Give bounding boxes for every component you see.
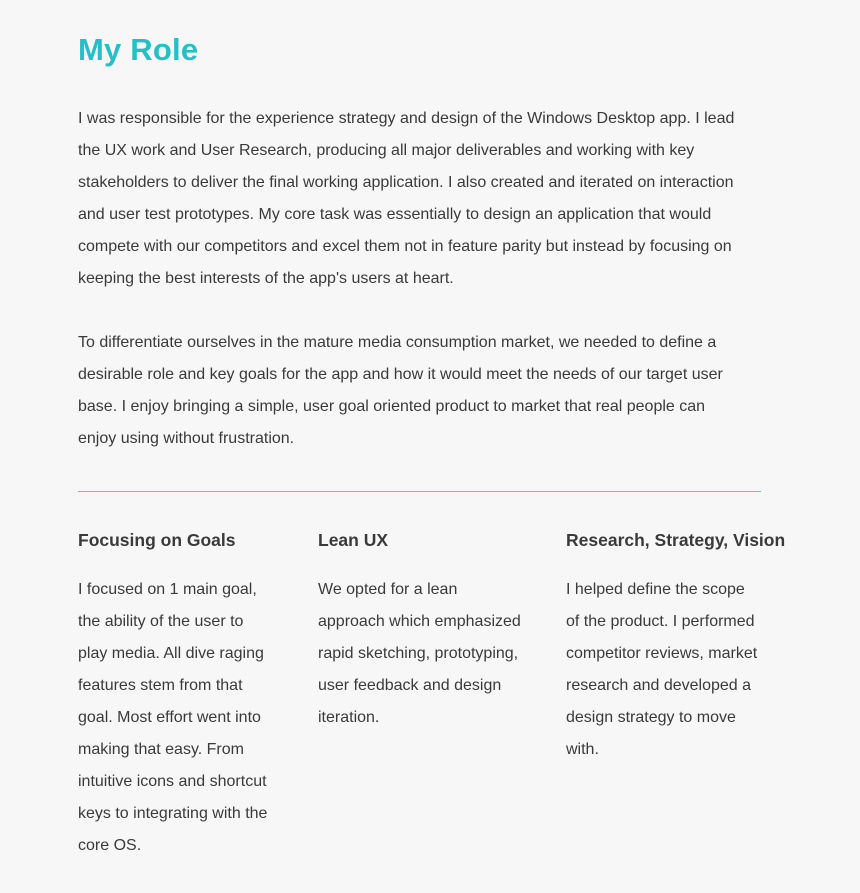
column-text <box>318 574 521 734</box>
text-line: core OS. <box>78 837 142 854</box>
intro-paragraph <box>78 103 734 295</box>
column-heading: Lean UX <box>318 530 389 550</box>
column-focusing-on-goals <box>78 527 267 862</box>
text-line: the ability of the user to <box>78 613 244 630</box>
text-line: with. <box>566 741 599 758</box>
column-research-strategy-vision <box>566 527 785 766</box>
page-title: My Role <box>78 32 199 67</box>
text-line: keys to integrating with the <box>78 805 268 822</box>
text-line: design strategy to move <box>566 709 736 726</box>
text-line: goal. Most effort went into <box>78 709 261 726</box>
divider <box>78 491 761 492</box>
text-line: of the product. I performed <box>566 613 755 630</box>
text-line: To differentiate ourselves in the mature media consumption market, we needed to define a <box>78 334 717 351</box>
text-line: We opted for a lean <box>318 581 458 598</box>
text-line: keeping the best interests of the app's users at heart. <box>78 270 454 287</box>
text-line: research and developed a <box>566 677 752 694</box>
text-line: base. I enjoy bringing a simple, user goal oriented product to market that real people can <box>78 398 706 415</box>
text-line: desirable role and key goals for the app and how it would meet the needs of our target user <box>78 366 723 383</box>
column-heading: Focusing on Goals <box>78 530 236 550</box>
text-line: and user test prototypes. My core task was essentially to design an application that would <box>78 206 712 223</box>
column-heading: Research, Strategy, Vision <box>566 530 786 550</box>
text-line: I was responsible for the experience strategy and design of the Windows Desktop app. I lead <box>78 110 735 127</box>
text-line: rapid sketching, prototyping, <box>318 645 519 662</box>
text-line: compete with our competitors and excel them not in feature parity but instead by focusing on <box>78 238 732 255</box>
text-line: user feedback and design <box>318 677 502 694</box>
market-paragraph <box>78 327 723 455</box>
text-line: approach which emphasized <box>318 613 521 630</box>
text-line: iteration. <box>318 709 380 726</box>
column-lean-ux <box>318 527 521 734</box>
text-line: intuitive icons and shortcut <box>78 773 267 790</box>
text-line: I helped define the scope <box>566 581 745 598</box>
text-line: the UX work and User Research, producing all major deliverables and working with key <box>78 142 695 159</box>
text-line: competitor reviews, market <box>566 645 758 662</box>
text-line: I focused on 1 main goal, <box>78 581 257 598</box>
column-text <box>78 574 267 862</box>
text-line: features stem from that <box>78 677 243 694</box>
text-line: play media. All dive raging <box>78 645 264 662</box>
text-line: stakeholders to deliver the final working application. I also created and iterated on interaction <box>78 174 734 191</box>
column-text <box>566 574 785 766</box>
text-line: enjoy using without frustration. <box>78 430 295 447</box>
text-line: making that easy. From <box>78 741 244 758</box>
